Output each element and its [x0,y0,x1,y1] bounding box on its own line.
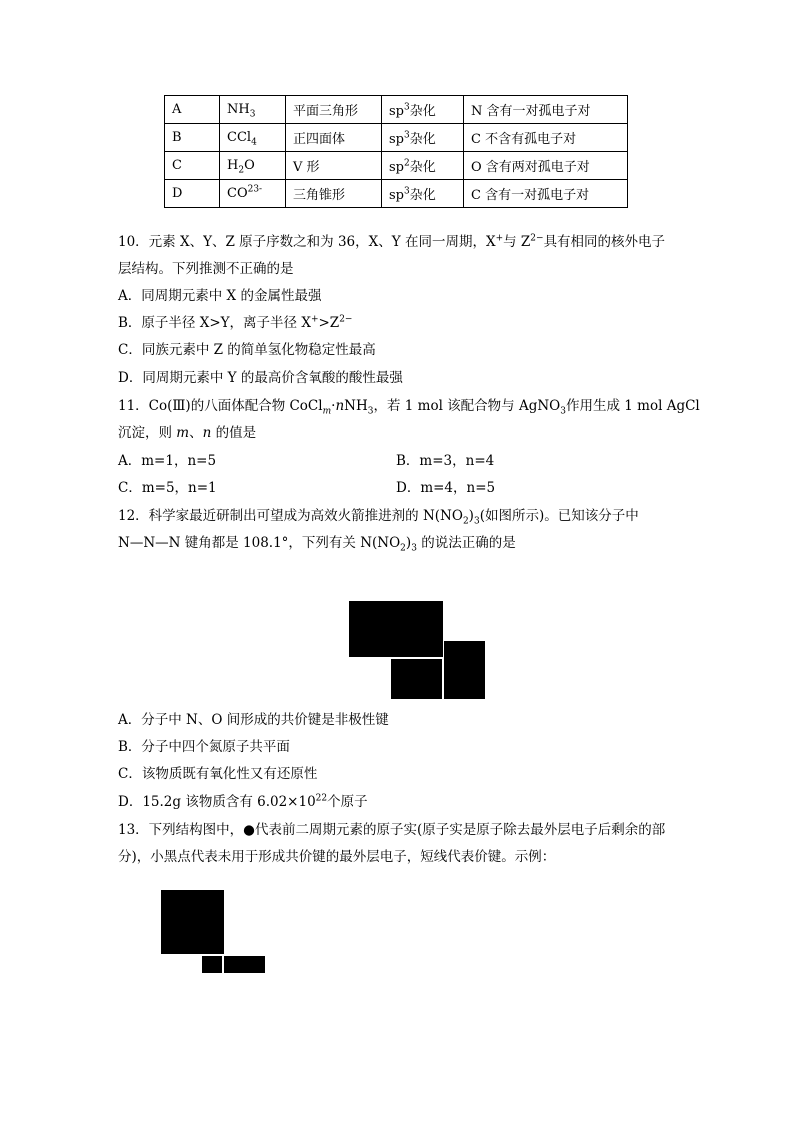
table-row [165,96,628,124]
row-shape: 三角锥形 [286,180,382,208]
figure-block [224,956,265,973]
q10-option-a: A．同周期元素中 X 的金属性最强 [118,288,322,304]
row-hybrid: $sp^2$杂化 [382,152,464,180]
q12-option-c: C．该物质既有氧化性又有还原性 [118,766,318,782]
table-row [165,124,628,152]
q10-option-c: C．同族元素中 Z 的简单氢化物稳定性最高 [118,342,376,358]
q12-stem-line2: N—N—N 键角都是 108.1°，下列有关 $N(NO_2)_3$ 的说法正确的是 [118,535,516,554]
q13-stem-line1: 13．下列结构图中，●代表前二周期元素的原子实(原子实是原子除去最外层电子后剩余的部 [118,822,666,838]
q12-option-b: B．分子中四个氮原子共平面 [118,739,290,755]
q12-stem-line1: 12．科学家最近研制出可望成为高效火箭推进剂的 $N(NO_2)_3$(如图所示)。已知该分子中 [118,508,639,527]
q11-stem-line2: 沉淀，则 m、n 的值是 [118,425,257,441]
figure-block [349,601,443,657]
q11-option-a: A．m=1，n=5 [118,453,217,469]
row-hybrid: $sp^3$杂化 [382,96,464,124]
q10-stem-line1: 10．元素 X、Y、Z 原子序数之和为 36，X、Y 在同一周期，X+与 $Z^{2-}$具有相同的核外电子 [118,233,666,250]
row-letter: D [165,180,220,208]
q10-option-d: D．同周期元素中 Y 的最高价含氧酸的酸性最强 [118,370,403,386]
row-hybrid: $sp^3$杂化 [382,124,464,152]
q13-stem-line2: 分)，小黑点代表未用于形成共价键的最外层电子，短线代表价键。示例： [118,849,556,865]
figure-block [391,659,442,699]
options-table [164,95,628,208]
q10-stem-line2: 层结构。下列推测不正确的是 [118,261,294,277]
row-lone-pair: N 含有一对孤电子对 [464,96,628,124]
figure-block [444,641,485,699]
row-letter: C [165,152,220,180]
row-shape: 正四面体 [286,124,382,152]
row-lone-pair: O 含有两对孤电子对 [464,152,628,180]
row-formula: CCl$_4$ [220,124,286,152]
q12-option-d: D．15.2g 该物质含有 $6.02\times 10^{22}$个原子 [118,793,368,810]
figure-block [202,956,222,973]
q11-option-b: B．m=3，n=4 [396,453,495,469]
q11-stem-line1: 11．Co(Ⅲ)的八面体配合物 CoCl$_m$·nNH$_3$，若 1 mol 该配合物与 AgNO$_3$作用生成 1 mol AgCl [118,398,700,417]
row-formula: $H_2O$ [220,152,286,180]
row-shape: V 形 [286,152,382,180]
row-formula: $CO^{23-}$ [220,180,286,208]
row-shape: 平面三角形 [286,96,382,124]
q11-option-c: C．m=5，n=1 [118,480,217,496]
row-letter: B [165,124,220,152]
row-formula: $NH_3$ [220,96,286,124]
q10-option-b: B．原子半径 X>Y，离子半径 $X^+>Z^{2-}$ [118,314,353,331]
row-lone-pair: C 含有一对孤电子对 [464,180,628,208]
row-letter: A [165,96,220,124]
row-lone-pair: C 不含有孤电子对 [464,124,628,152]
q12-option-a: A．分子中 N、O 间形成的共价键是非极性键 [118,712,389,728]
row-hybrid: $sp^3$杂化 [382,180,464,208]
table-row [165,152,628,180]
q11-option-d: D．m=4，n=5 [396,480,496,496]
figure-block [161,890,224,954]
table-row [165,180,628,208]
